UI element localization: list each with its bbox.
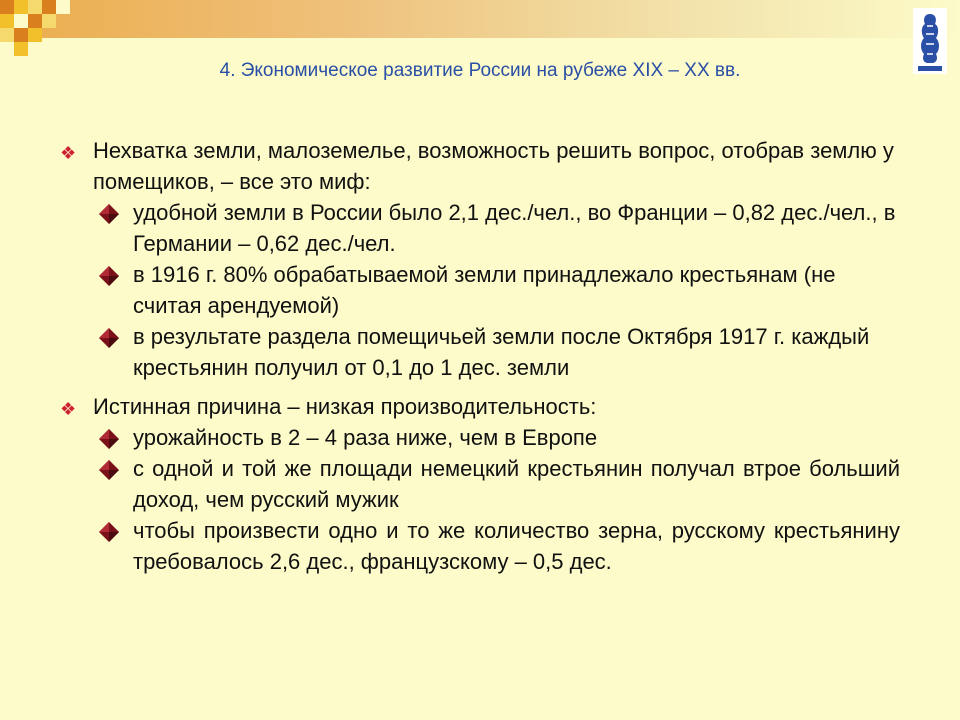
sub-bullet-text: с одной и той же площади немецкий крестьянин получал втрое больший доход, чем русский мужик xyxy=(133,456,900,512)
sub-bullet-item xyxy=(93,422,900,453)
header-gradient-bar xyxy=(0,0,960,38)
main-bullet-item xyxy=(60,391,900,577)
decor-square xyxy=(0,14,14,28)
decor-square xyxy=(0,28,14,42)
decor-square xyxy=(14,28,28,42)
pyramid-arrow-icon xyxy=(98,521,120,543)
decor-square xyxy=(28,28,42,42)
sub-bullet-text: в результате раздела помещичьей земли после Октября 1917 г. каждый крестьянин получил от 0,1 до 1 дес. земли xyxy=(133,324,870,380)
sub-bullet-item xyxy=(93,453,900,515)
sub-bullet-item xyxy=(93,515,900,577)
sub-bullet-item xyxy=(93,197,900,259)
main-bullet-item xyxy=(60,135,900,383)
pyramid-arrow-icon xyxy=(98,265,120,287)
decor-square xyxy=(42,0,56,14)
decor-square xyxy=(14,14,28,28)
sub-bullet-text: чтобы произвести одно и то же количество зерна, русскому крестьянину требовалось 2,6 дес., французскому – 0,5 дес. xyxy=(133,518,900,574)
sub-bullet-item xyxy=(93,259,900,321)
decor-square xyxy=(28,14,42,28)
pyramid-arrow-icon xyxy=(98,203,120,225)
four-diamond-icon: ❖ xyxy=(60,399,77,419)
main-bullet-text: Истинная причина – низкая производительность: xyxy=(93,394,597,419)
slide-title: 4. Экономическое развитие России на рубеже XIX – XX вв. xyxy=(219,60,741,81)
sub-bullet-text: урожайность в 2 – 4 раза ниже, чем в Европе xyxy=(133,425,598,450)
four-diamond-icon: ❖ xyxy=(60,143,77,163)
sub-bullet-item xyxy=(93,321,900,383)
decor-square xyxy=(14,42,28,56)
slide-content xyxy=(60,135,900,577)
pyramid-arrow-icon xyxy=(98,459,120,481)
decor-square xyxy=(42,14,56,28)
pyramid-arrow-icon xyxy=(98,428,120,450)
pyramid-arrow-icon xyxy=(98,327,120,349)
decor-square xyxy=(0,0,14,14)
sub-bullet-text: удобной земли в России было 2,1 дес./чел., во Франции – 0,82 дес./чел., в Германии – 0,62 дес./чел. xyxy=(133,200,896,256)
decor-square xyxy=(56,0,70,14)
main-bullet-text: Нехватка земли, малоземелье, возможность решить вопрос, отобрав землю у помещиков, – все это миф: xyxy=(93,138,894,194)
decor-square xyxy=(28,0,42,14)
decor-square xyxy=(14,0,28,14)
decor-square xyxy=(0,42,14,56)
sub-bullet-text: в 1916 г. 80% обрабатываемой земли принадлежало крестьянам (не считая арендуемой) xyxy=(133,262,836,318)
